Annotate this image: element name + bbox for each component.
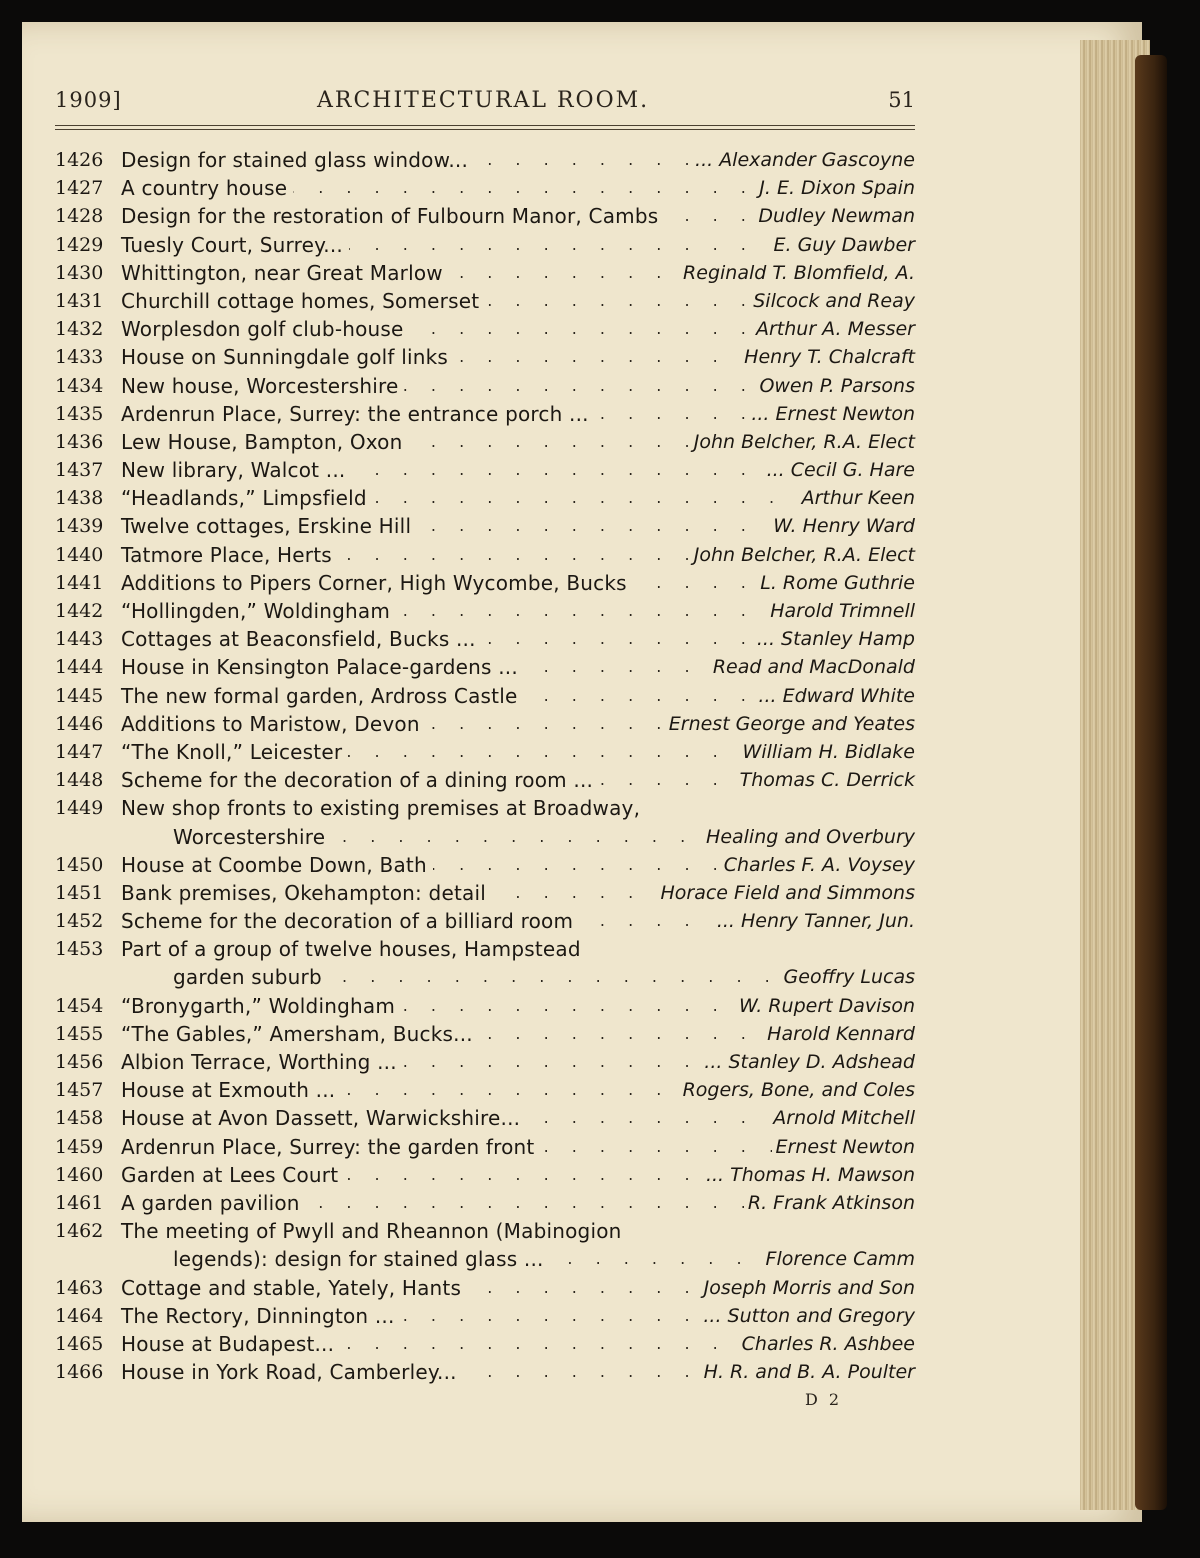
entry-number: 1464 xyxy=(55,1304,104,1327)
entry-number: 1434 xyxy=(55,374,104,397)
entry-artist: Rogers, Bone, and Coles xyxy=(679,1076,915,1104)
entry-artist: Florence Camm xyxy=(762,1245,915,1273)
entry-title: New shop fronts to existing premises at Broadway, xyxy=(121,794,646,822)
entry-number: 1451 xyxy=(55,881,104,904)
entry-title: House in York Road, Camberley... xyxy=(121,1358,463,1386)
catalogue-entry xyxy=(55,259,915,287)
entry-number: 1433 xyxy=(55,346,104,369)
entry-number: 1450 xyxy=(55,853,104,876)
entry-number: 1429 xyxy=(55,233,104,256)
entry-line xyxy=(55,315,915,343)
entry-number: 1463 xyxy=(55,1276,104,1299)
page-title: ARCHITECTURAL ROOM. xyxy=(317,88,650,113)
entry-line xyxy=(55,1274,915,1302)
entry-artist: ... Thomas H. Mawson xyxy=(702,1161,915,1189)
entry-title: House on Sunningdale golf links xyxy=(121,343,454,371)
catalogue-entry xyxy=(55,541,915,569)
entry-number: 1466 xyxy=(55,1361,104,1384)
entry-title: Churchill cottage homes, Somerset xyxy=(121,287,485,315)
entry-number: 1454 xyxy=(55,994,104,1017)
catalogue-entry xyxy=(55,682,915,710)
entry-number: 1428 xyxy=(55,205,104,228)
catalogue-entry xyxy=(55,1104,915,1132)
entry-title: “Bronygarth,” Woldingham xyxy=(121,992,401,1020)
entry-number: 1430 xyxy=(55,261,104,284)
entry-line xyxy=(55,343,915,371)
entry-artist: ... Edward White xyxy=(754,682,915,710)
entry-line xyxy=(55,625,915,653)
entry-title: Additions to Maristow, Devon xyxy=(121,710,426,738)
entry-artist: Horace Field and Simmons xyxy=(656,879,915,907)
entry-line xyxy=(55,879,915,907)
entry-title: Cottages at Beaconsfield, Bucks ... xyxy=(121,625,482,653)
entry-artist: Arnold Mitchell xyxy=(769,1104,915,1132)
entry-line xyxy=(55,738,915,766)
entry-number: 1427 xyxy=(55,177,104,200)
catalogue-entry xyxy=(55,569,915,597)
entry-title-continued: garden suburb xyxy=(173,963,328,991)
entry-line xyxy=(55,823,915,851)
entry-title: “Hollingden,” Woldingham xyxy=(121,597,396,625)
entry-line xyxy=(55,851,915,879)
catalogue-entry xyxy=(55,372,915,400)
entry-title: “Headlands,” Limpsfield xyxy=(121,484,373,512)
entry-artist: Joseph Morris and Son xyxy=(700,1274,915,1302)
running-header xyxy=(55,88,915,122)
catalogue-entry xyxy=(55,146,915,174)
entry-line xyxy=(55,569,915,597)
entry-title: Albion Terrace, Worthing ... xyxy=(121,1048,403,1076)
catalogue-entry xyxy=(55,794,915,850)
catalogue-entry xyxy=(55,1076,915,1104)
entry-title: Twelve cottages, Erskine Hill xyxy=(121,512,417,540)
catalogue-entry xyxy=(55,1020,915,1048)
entry-artist: Reginald T. Blomfield, A. xyxy=(679,259,915,287)
catalogue-entry xyxy=(55,935,915,991)
entry-title: The meeting of Pwyll and Rheannon (Mabinogion xyxy=(121,1217,628,1245)
entry-artist: Harold Kennard xyxy=(763,1020,915,1048)
entry-artist: Harold Trimnell xyxy=(766,597,915,625)
entry-line xyxy=(55,963,915,991)
entry-number: 1445 xyxy=(55,684,104,707)
entry-number: 1458 xyxy=(55,1107,104,1130)
entry-title: Bank premises, Okehampton: detail xyxy=(121,879,492,907)
entry-artist: Dudley Newman xyxy=(754,202,915,230)
entry-line xyxy=(55,400,915,428)
entry-number: 1438 xyxy=(55,487,104,510)
entry-title: Tuesly Court, Surrey... xyxy=(121,231,349,259)
entry-line xyxy=(55,1245,915,1273)
entry-artist: Arthur A. Messer xyxy=(752,315,915,343)
entry-number: 1462 xyxy=(55,1220,104,1243)
entry-line xyxy=(55,682,915,710)
entry-artist: R. Frank Atkinson xyxy=(744,1189,915,1217)
entry-artist: Ernest George and Yeates xyxy=(665,710,915,738)
entry-number: 1432 xyxy=(55,318,104,341)
entry-title: Scheme for the decoration of a billiard room xyxy=(121,907,579,935)
entry-title: Scheme for the decoration of a dining room ... xyxy=(121,766,599,794)
entry-line xyxy=(55,231,915,259)
entry-artist: Arthur Keen xyxy=(798,484,915,512)
entry-title: Whittington, near Great Marlow xyxy=(121,259,449,287)
catalogue-entry xyxy=(55,907,915,935)
entry-number: 1440 xyxy=(55,543,104,566)
catalogue-entry xyxy=(55,625,915,653)
entry-artist: ... Alexander Gascoyne xyxy=(691,146,915,174)
catalogue-entry xyxy=(55,653,915,681)
catalogue-entry xyxy=(55,1274,915,1302)
entry-number: 1455 xyxy=(55,1022,104,1045)
entry-artist: ... Henry Tanner, Jun. xyxy=(713,907,915,935)
entry-artist: ... Ernest Newton xyxy=(747,400,915,428)
entry-artist: John Belcher, R.A. Elect xyxy=(690,541,915,569)
catalogue-entry xyxy=(55,428,915,456)
entry-title: “The Knoll,” Leicester xyxy=(121,738,348,766)
entry-number: 1456 xyxy=(55,1051,104,1073)
entry-line xyxy=(55,907,915,935)
catalogue-entry xyxy=(55,1358,915,1386)
entry-number: 1442 xyxy=(55,600,104,622)
catalogue-entry xyxy=(55,287,915,315)
entry-title: A country house xyxy=(121,174,293,202)
entry-line xyxy=(55,1161,915,1189)
entry-number: 1439 xyxy=(55,515,104,538)
entry-title-continued: Worcestershire xyxy=(173,823,331,851)
entry-line xyxy=(55,1104,915,1132)
entry-title: The Rectory, Dinnington ... xyxy=(121,1302,401,1330)
entry-line xyxy=(55,597,915,625)
entry-artist: J. E. Dixon Spain xyxy=(755,174,915,202)
entry-number: 1459 xyxy=(55,1135,104,1158)
entry-number: 1457 xyxy=(55,1079,104,1102)
entry-number: 1436 xyxy=(55,430,104,453)
catalogue-entry xyxy=(55,202,915,230)
entry-title: Lew House, Bampton, Oxon xyxy=(121,428,409,456)
entry-title: Additions to Pipers Corner, High Wycombe, Bucks xyxy=(121,569,633,597)
catalogue-entry xyxy=(55,851,915,879)
entry-line xyxy=(55,935,915,963)
entry-number: 1435 xyxy=(55,402,104,425)
entry-line xyxy=(55,1020,915,1048)
entry-artist: Charles R. Ashbee xyxy=(738,1330,915,1358)
catalogue-entry xyxy=(55,512,915,540)
catalogue-entry xyxy=(55,710,915,738)
entry-artist: ... Sutton and Gregory xyxy=(699,1302,915,1330)
catalogue-entry xyxy=(55,174,915,202)
entry-artist: William H. Bidlake xyxy=(739,738,915,766)
entry-number: 1448 xyxy=(55,769,104,792)
entry-line xyxy=(55,1048,915,1076)
entry-title: Design for stained glass window... xyxy=(121,146,474,174)
catalogue-entry xyxy=(55,231,915,259)
catalogue-entry xyxy=(55,456,915,484)
book-binding xyxy=(1135,55,1167,1510)
catalogue-entry xyxy=(55,766,915,794)
entry-artist: Owen P. Parsons xyxy=(755,372,915,400)
entry-line xyxy=(55,512,915,540)
entry-line xyxy=(55,484,915,512)
entry-number: 1431 xyxy=(55,289,104,312)
catalogue-entry xyxy=(55,1133,915,1161)
entry-line xyxy=(55,766,915,794)
entry-title: “The Gables,” Amersham, Bucks... xyxy=(121,1020,479,1048)
catalogue-entry xyxy=(55,738,915,766)
entry-artist: Healing and Overbury xyxy=(702,823,915,851)
header-rule xyxy=(55,129,915,130)
entry-number: 1441 xyxy=(55,571,104,594)
entry-line xyxy=(55,202,915,230)
entry-artist: H. R. and B. A. Poulter xyxy=(700,1358,915,1386)
entry-artist: Read and MacDonald xyxy=(709,653,915,681)
catalogue-entry xyxy=(55,1217,915,1273)
entry-number: 1449 xyxy=(55,797,104,820)
entry-line xyxy=(55,287,915,315)
entry-line xyxy=(55,992,915,1020)
entry-number: 1465 xyxy=(55,1332,104,1355)
entry-line xyxy=(55,1189,915,1217)
entry-title: New library, Walcot ... xyxy=(121,456,351,484)
entry-artist: Geoffry Lucas xyxy=(780,963,915,991)
catalogue-entry xyxy=(55,400,915,428)
entry-artist: Ernest Newton xyxy=(772,1133,916,1161)
entry-number: 1437 xyxy=(55,459,104,482)
catalogue-list xyxy=(55,146,915,1386)
catalogue-entry xyxy=(55,1189,915,1217)
entry-artist: John Belcher, R.A. Elect xyxy=(690,428,915,456)
entry-line xyxy=(55,794,915,822)
entry-artist: ... Stanley Hamp xyxy=(753,625,915,653)
entry-number: 1453 xyxy=(55,938,104,961)
entry-number: 1461 xyxy=(55,1191,104,1214)
entry-number: 1447 xyxy=(55,740,104,763)
entry-title: Worplesdon golf club-house xyxy=(121,315,410,343)
entry-artist: Henry T. Chalcraft xyxy=(740,343,915,371)
entry-title: The new formal garden, Ardross Castle xyxy=(121,682,523,710)
entry-number: 1444 xyxy=(55,656,104,679)
catalogue-entry xyxy=(55,484,915,512)
entry-title: Part of a group of twelve houses, Hampstead xyxy=(121,935,587,963)
catalogue-entry xyxy=(55,343,915,371)
header-year: 1909] xyxy=(55,88,122,112)
entry-title: House at Avon Dassett, Warwickshire... xyxy=(121,1104,526,1132)
entry-title: Design for the restoration of Fulbourn Manor, Cambs xyxy=(121,202,664,230)
entry-title: Tatmore Place, Herts xyxy=(121,541,338,569)
entry-title: Ardenrun Place, Surrey: the entrance porch ... xyxy=(121,400,595,428)
entry-artist: W. Rupert Davison xyxy=(735,992,915,1020)
entry-artist: Charles F. A. Voysey xyxy=(720,851,915,879)
entry-artist: L. Rome Guthrie xyxy=(756,569,915,597)
entry-artist: Silcock and Reay xyxy=(749,287,915,315)
entry-title: Ardenrun Place, Surrey: the garden front xyxy=(121,1133,540,1161)
entry-line xyxy=(55,1302,915,1330)
entry-line xyxy=(55,174,915,202)
entry-artist: W. Henry Ward xyxy=(769,512,915,540)
page-number: 51 xyxy=(888,88,915,112)
catalogue-entry xyxy=(55,1330,915,1358)
entry-line xyxy=(55,653,915,681)
entry-line xyxy=(55,710,915,738)
entry-title: A garden pavilion xyxy=(121,1189,306,1217)
entry-line xyxy=(55,1217,915,1245)
catalogue-entry xyxy=(55,1302,915,1330)
entry-line xyxy=(55,1133,915,1161)
entry-title-continued: legends): design for stained glass ... xyxy=(173,1245,550,1273)
signature-mark: D 2 xyxy=(805,1390,843,1409)
entry-number: 1452 xyxy=(55,910,104,933)
entry-artist: ... Cecil G. Hare xyxy=(763,456,915,484)
entry-line xyxy=(55,1330,915,1358)
entry-title: House at Exmouth ... xyxy=(121,1076,341,1104)
entry-title: House at Coombe Down, Bath xyxy=(121,851,433,879)
entry-title: Cottage and stable, Yately, Hants xyxy=(121,1274,467,1302)
entry-number: 1446 xyxy=(55,712,104,735)
entry-title: New house, Worcestershire xyxy=(121,372,404,400)
entry-line xyxy=(55,146,915,174)
entry-title: Garden at Lees Court xyxy=(121,1161,344,1189)
catalogue-entry xyxy=(55,1161,915,1189)
entry-line xyxy=(55,372,915,400)
entry-number: 1443 xyxy=(55,628,104,651)
catalogue-entry xyxy=(55,1048,915,1076)
entry-title: House at Budapest... xyxy=(121,1330,340,1358)
entry-line xyxy=(55,259,915,287)
entry-artist: Thomas C. Derrick xyxy=(736,766,915,794)
entry-artist: ... Stanley D. Adshead xyxy=(700,1048,915,1076)
catalogue-entry xyxy=(55,992,915,1020)
entry-artist: E. Guy Dawber xyxy=(769,231,915,259)
entry-line xyxy=(55,428,915,456)
entry-line xyxy=(55,541,915,569)
entry-number: 1460 xyxy=(55,1163,104,1186)
entry-number: 1426 xyxy=(55,149,104,171)
catalogue-entry xyxy=(55,597,915,625)
entry-line xyxy=(55,1076,915,1104)
catalogue-entry xyxy=(55,315,915,343)
catalogue-entry xyxy=(55,879,915,907)
entry-line xyxy=(55,456,915,484)
entry-title: House in Kensington Palace-gardens ... xyxy=(121,653,524,681)
header-rule xyxy=(55,125,915,126)
entry-line xyxy=(55,1358,915,1386)
